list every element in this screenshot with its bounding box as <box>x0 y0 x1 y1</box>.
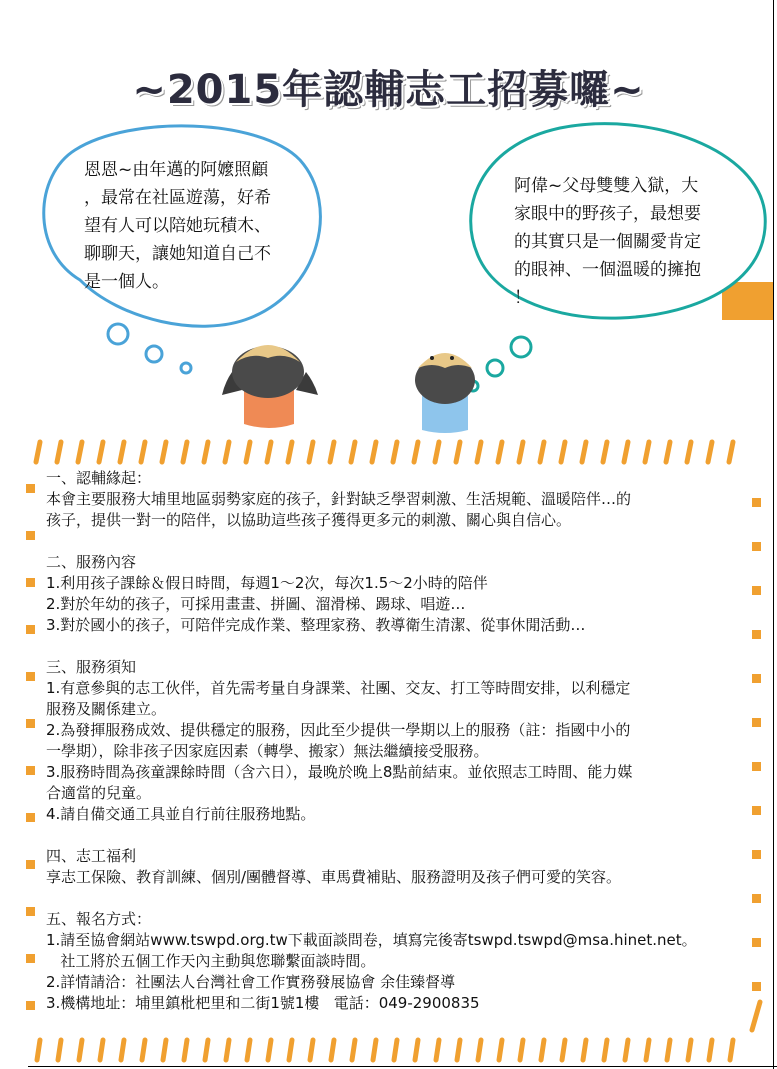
page-title: ~2015年認輔志工招募囉~ <box>132 67 645 113</box>
left-bubble-dot-2 <box>146 346 162 362</box>
orange-dash <box>414 442 418 462</box>
section-heading: 一、認輔緣起： <box>46 469 152 487</box>
orange-square <box>26 531 35 540</box>
orange-dash <box>752 1002 760 1030</box>
orange-dash <box>645 442 649 462</box>
orange-dash <box>351 442 355 462</box>
bottom-border-line <box>28 1066 777 1067</box>
section-heading: 三、服務須知 <box>46 658 137 676</box>
orange-dash <box>562 1040 565 1060</box>
section-line: 享志工保險、教育訓練、個別/團體督導、車馬費補貼、服務證明及孩子們可愛的笑容。 <box>46 868 622 886</box>
section-line: 1.請至協會網站www.tswpd.org.tw下載面談問卷，填寫完後寄tswpd.tswpd@msa.hinet.net。 <box>46 931 697 949</box>
orange-dash <box>709 1040 712 1060</box>
orange-dash <box>247 1040 250 1060</box>
orange-dash <box>78 442 82 462</box>
orange-square <box>752 718 761 727</box>
orange-dash <box>330 442 334 462</box>
orange-dash <box>666 442 670 462</box>
orange-dash <box>267 442 271 462</box>
orange-square <box>752 850 761 859</box>
section-service-content <box>46 552 751 636</box>
orange-dash <box>162 442 166 462</box>
left-bubble-line: 是一個人。 <box>84 272 169 292</box>
girl-figure <box>222 345 318 428</box>
orange-dash <box>583 1040 586 1060</box>
right-bubble-text <box>514 172 749 312</box>
orange-square <box>752 542 761 551</box>
left-bubble-dot-3 <box>181 363 191 373</box>
right-bubble-dot-1 <box>511 337 531 357</box>
section-line: 一學期），除非孩子因家庭因素（轉學、搬家）無法繼續接受服務。 <box>46 742 489 760</box>
orange-dash <box>519 442 523 462</box>
orange-dash <box>646 1040 649 1060</box>
recruitment-content <box>46 468 751 1035</box>
orange-square <box>752 586 761 595</box>
section-line: 3.服務時間為孩童課餘時間（含六日），最晚於晚上8點前結束。並依照志工時間、能力媒 <box>46 763 633 781</box>
orange-dash <box>729 442 733 462</box>
orange-square <box>752 630 761 639</box>
orange-square <box>26 719 35 728</box>
orange-dash <box>624 442 628 462</box>
orange-dash <box>603 442 607 462</box>
section-origin <box>46 468 751 531</box>
section-line: 合適當的兒童。 <box>46 784 152 802</box>
orange-dash <box>457 1040 460 1060</box>
orange-dash <box>541 1040 544 1060</box>
orange-dash <box>184 1040 187 1060</box>
orange-dash <box>331 1040 334 1060</box>
section-line: 2.對於年幼的孩子，可採用畫畫、拼圖、溜滑梯、踢球、唱遊… <box>46 595 466 613</box>
orange-dash <box>393 442 397 462</box>
left-bubble-text <box>84 156 306 296</box>
orange-dash <box>246 442 250 462</box>
section-heading: 四、志工福利 <box>46 847 137 865</box>
orange-dash <box>394 1040 397 1060</box>
section-line: 1.有意參與的志工伙伴，首先需考量自身課業、社團、交友、打工等時間安排，以利穩定 <box>46 679 631 697</box>
left-bubble-line: 聊聊天，讓她知道自己不 <box>84 244 271 264</box>
section-line: 社工將於五個工作天內主動與您聯繫面談時間。 <box>46 952 376 970</box>
orange-square <box>26 484 35 493</box>
boy-figure <box>415 353 475 433</box>
orange-dash <box>372 442 376 462</box>
orange-dash <box>373 1040 376 1060</box>
left-bubble-line: 望有人可以陪她玩積木、 <box>84 216 271 236</box>
section-heading: 五、報名方式： <box>46 910 152 928</box>
section-heading: 二、服務內容 <box>46 553 137 571</box>
orange-dash <box>36 442 40 462</box>
orange-dash <box>225 442 229 462</box>
orange-dash <box>415 1040 418 1060</box>
orange-square <box>752 806 761 815</box>
orange-dash <box>540 442 544 462</box>
right-bubble-line: 的其實只是一個關愛肯定 <box>514 232 701 252</box>
orange-dash <box>708 442 712 462</box>
orange-square <box>26 672 35 681</box>
orange-dash <box>435 442 439 462</box>
orange-dash <box>226 1040 229 1060</box>
orange-dash <box>456 442 460 462</box>
orange-square <box>26 1001 35 1010</box>
section-line: 2.為發揮服務成效、提供穩定的服務，因此至少提供一學期以上的服務（註：指國中小的 <box>46 721 631 739</box>
left-bubble-dot-1 <box>108 324 128 344</box>
orange-dash <box>582 442 586 462</box>
orange-dash <box>477 442 481 462</box>
section-line: 3.對於國小的孩子，可陪伴完成作業、整理家務、教導衛生清潔、從事休閒活動… <box>46 616 586 634</box>
right-bubble-line: 家眼中的野孩子，最想要 <box>514 204 701 224</box>
orange-square <box>752 498 761 507</box>
orange-dash <box>120 442 124 462</box>
orange-dash <box>289 1040 292 1060</box>
left-bubble-line: ，最常在社區遊蕩，好希 <box>84 188 271 208</box>
orange-dash <box>604 1040 607 1060</box>
orange-dash <box>688 1040 691 1060</box>
orange-square <box>26 813 35 822</box>
orange-dash <box>99 442 103 462</box>
orange-dash <box>352 1040 355 1060</box>
section-line: 1.利用孩子課餘＆假日時間，每週1～2次，每次1.5～2小時的陪伴 <box>46 574 488 592</box>
orange-dash <box>183 442 187 462</box>
orange-square <box>26 907 35 916</box>
section-service-notes <box>46 657 751 825</box>
orange-dash <box>687 442 691 462</box>
orange-square <box>752 938 761 947</box>
orange-dash <box>498 442 502 462</box>
orange-square <box>26 766 35 775</box>
orange-square <box>26 578 35 587</box>
orange-dash <box>499 1040 502 1060</box>
section-line: 服務及關係建立。 <box>46 700 167 718</box>
orange-dash <box>58 1040 61 1060</box>
orange-dash <box>478 1040 481 1060</box>
section-line: 本會主要服務大埔里地區弱勢家庭的孩子，針對缺乏學習刺激、生活規範、溫暖陪伴…的 <box>46 490 632 508</box>
orange-dash <box>520 1040 523 1060</box>
orange-dash <box>730 1040 733 1060</box>
right-bubble-line: ！ <box>514 288 531 308</box>
orange-dash <box>667 1040 670 1060</box>
orange-dash <box>309 442 313 462</box>
orange-dash <box>310 1040 313 1060</box>
right-border-line <box>773 0 774 1069</box>
orange-dash <box>100 1040 103 1060</box>
orange-dash <box>142 1040 145 1060</box>
right-bubble-line: 阿偉~父母雙雙入獄，大 <box>514 176 699 196</box>
orange-dash <box>79 1040 82 1060</box>
orange-dash <box>121 1040 124 1060</box>
orange-square <box>752 674 761 683</box>
right-bubble-dot-2 <box>487 360 503 376</box>
orange-dash <box>436 1040 439 1060</box>
section-line: 孩子，提供一對一的陪伴，以協助這些孩子獲得更多元的刺激、關心與自信心。 <box>46 511 572 529</box>
section-benefits <box>46 846 751 888</box>
orange-square <box>752 894 761 903</box>
orange-dash <box>204 442 208 462</box>
orange-square <box>752 762 761 771</box>
orange-dash <box>37 1040 40 1060</box>
orange-square <box>26 860 35 869</box>
section-registration <box>46 909 751 1014</box>
orange-dash <box>268 1040 271 1060</box>
orange-dash <box>57 442 61 462</box>
right-bubble-line: 的眼神、一個溫暖的擁抱 <box>514 260 701 280</box>
orange-dash <box>625 1040 628 1060</box>
orange-dash <box>205 1040 208 1060</box>
orange-square <box>752 982 761 991</box>
orange-dash <box>163 1040 166 1060</box>
orange-square <box>26 625 35 634</box>
section-line: 3.機構地址：埔里鎮枇杷里和二街1號1樓 電話：049-2900835 <box>46 994 480 1012</box>
orange-dash <box>561 442 565 462</box>
section-line: 4.請自備交通工具並自行前往服務地點。 <box>46 805 316 823</box>
left-bubble-line: 恩恩~由年邁的阿嬤照顧 <box>84 160 269 180</box>
section-line: 2.詳情請洽：社團法人台灣社會工作實務發展協會 余佳臻督導 <box>46 973 456 991</box>
orange-dash <box>141 442 145 462</box>
orange-square <box>26 954 35 963</box>
orange-dash <box>288 442 292 462</box>
